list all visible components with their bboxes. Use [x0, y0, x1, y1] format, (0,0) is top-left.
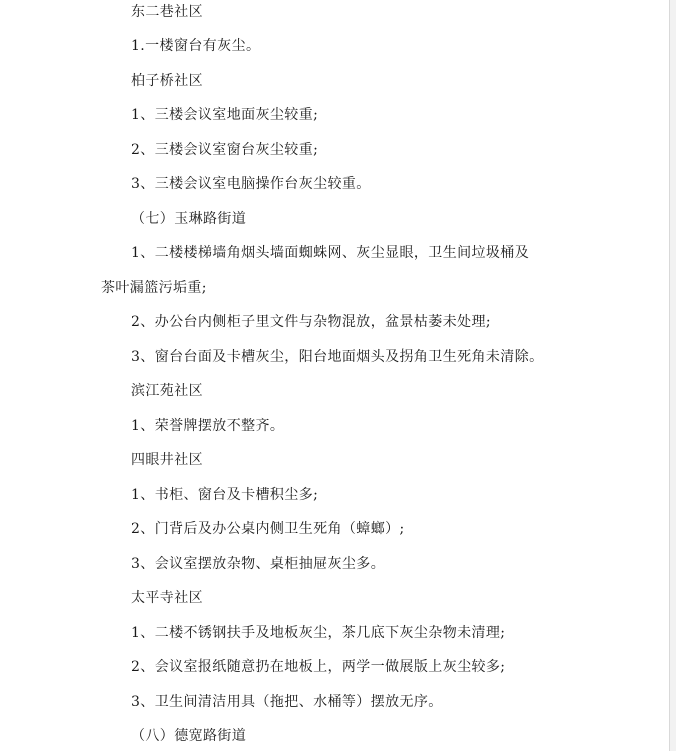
issue-item: 1、荣誉牌摆放不整齐。 [131, 418, 285, 434]
community-heading: 柏子桥社区 [131, 73, 203, 89]
issue-item: 1、二楼不锈钢扶手及地板灰尘，茶几底下灰尘杂物未清理; [131, 625, 506, 641]
issue-item: 2、会议室报纸随意扔在地板上，两学一做展版上灰尘较多; [131, 659, 506, 675]
issue-item-continuation: 茶叶漏篮污垢重; [101, 280, 207, 296]
section-heading: （八）德宽路街道 [131, 728, 247, 744]
issue-item: 3、卫生间清洁用具（拖把、水桶等）摆放无序。 [131, 694, 443, 710]
issue-item: 2、办公台内侧柜子里文件与杂物混放，盆景枯萎未处理; [131, 314, 492, 330]
section-heading: （七）玉琳路街道 [131, 211, 247, 227]
issue-item: 1.一楼窗台有灰尘。 [131, 38, 261, 54]
issue-item: 2、门背后及办公桌内侧卫生死角（蟑螂）; [131, 521, 405, 537]
issue-item: 1、三楼会议室地面灰尘较重; [131, 107, 319, 123]
community-heading: 太平寺社区 [131, 590, 203, 606]
community-heading: 滨江苑社区 [131, 383, 203, 399]
issue-item: 3、三楼会议室电脑操作台灰尘较重。 [131, 176, 371, 192]
community-heading: 四眼井社区 [131, 452, 203, 468]
community-heading: 东二巷社区 [131, 4, 203, 20]
issue-item: 2、三楼会议室窗台灰尘较重; [131, 142, 319, 158]
issue-item: 1、二楼楼梯墙角烟头墙面蜘蛛网、灰尘显眼，卫生间垃圾桶及 [131, 245, 530, 261]
page-edge [670, 0, 676, 751]
issue-item: 3、窗台台面及卡槽灰尘，阳台地面烟头及拐角卫生死角未清除。 [131, 349, 544, 365]
issue-item: 1、书柜、窗台及卡槽积尘多; [131, 487, 319, 503]
issue-item: 3、会议室摆放杂物、桌柜抽屉灰尘多。 [131, 556, 386, 572]
